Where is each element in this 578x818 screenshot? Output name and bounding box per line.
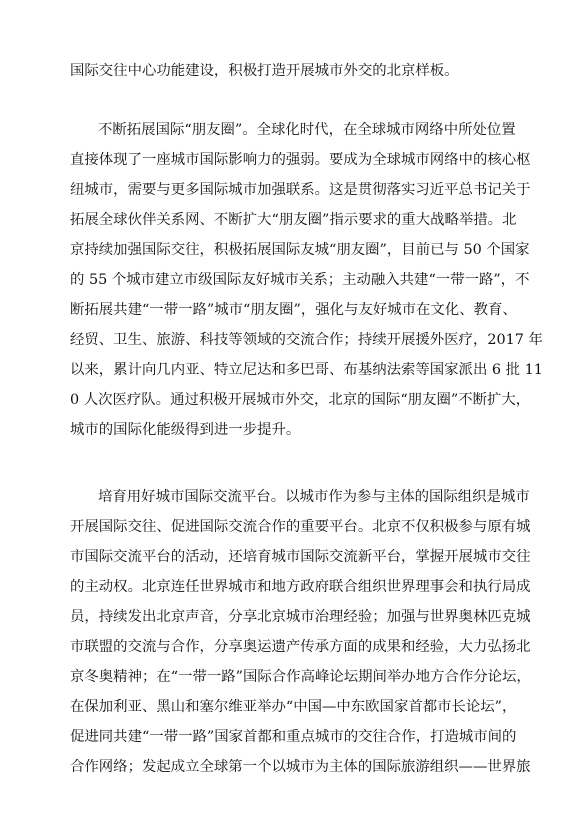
text-line: 断拓展共建“一带一路”城市“朋友圈”，强化与友好城市在文化、教育、 xyxy=(70,302,517,318)
text-line: 的 55 个城市建立市级国际友好城市关系；主动融入共建“一带一路”，不 xyxy=(70,272,530,288)
text-line: 开展国际交往、促进国际交流合作的重要平台。北京不仅积极参与原有城 xyxy=(70,519,531,535)
text-line: 的主动权。北京连任世界城市和地方政府联合组织世界理事会和执行局成 xyxy=(70,579,531,595)
text-line: 纽城市，需要与更多国际城市加强联系。这是贯彻落实习近平总书记关于 xyxy=(70,182,531,198)
text-line: 京冬奥精神；在“一带一路”国际合作高峰论坛期间举办地方合作分论坛， xyxy=(70,669,531,685)
text-line: 直接体现了一座城市国际影响力的强弱。要成为全球城市网络中的核心枢 xyxy=(70,152,531,168)
text-line: 拓展全球伙伴关系网、不断扩大“朋友圈”指示要求的重大战略举措。北 xyxy=(70,212,517,228)
text-line: 市联盟的交流与合作，分享奥运遗产传承方面的成果和经验，大力弘扬北 xyxy=(70,639,531,655)
text-line: 市国际交流平台的活动，还培育城市国际交流新平台，掌握开展城市交往 xyxy=(70,549,531,565)
text-line: 合作网络；发起成立全球第一个以城市为主体的国际旅游组织——世界旅 xyxy=(70,759,531,775)
text-line: 城市的国际化能级得到进一步提升。 xyxy=(70,422,301,438)
text-line: 在保加利亚、黑山和塞尔维亚举办“中国—中东欧国家首都市长论坛”， xyxy=(70,699,517,715)
text-line: 京持续加强国际交往，积极拓展国际友城“朋友圈”，目前已与 50 个国家 xyxy=(70,242,530,258)
text-line: 以来，累计向几内亚、特立尼达和多巴哥、布基纳法索等国家派出 6 批 11 xyxy=(70,362,543,378)
text-line: 国际交往中心功能建设，积极打造开展城市外交的北京样板。 xyxy=(70,63,459,79)
paragraph-continuation xyxy=(70,56,510,86)
paragraph-friend-circle xyxy=(70,115,543,445)
text-line: 培育用好城市国际交流平台。以城市作为参与主体的国际组织是城市 xyxy=(98,489,530,505)
text-line: 经贸、卫生、旅游、科技等领域的交流合作；持续开展援外医疗，2017 年 xyxy=(70,332,543,348)
text-line: 员，持续发出北京声音，分享北京城市治理经验；加强与世界奥林匹克城 xyxy=(70,609,531,625)
text-line: 0 人次医疗队。通过积极开展城市外交，北京的国际“朋友圈”不断扩大， xyxy=(70,392,531,408)
text-line: 不断拓展国际“朋友圈”。全球化时代，在全球城市网络中所处位置 xyxy=(98,122,516,138)
text-line: 促进同共建“一带一路”国家首都和重点城市的交往合作，打造城市间的 xyxy=(70,729,517,745)
paragraph-exchange-platform xyxy=(70,482,531,782)
